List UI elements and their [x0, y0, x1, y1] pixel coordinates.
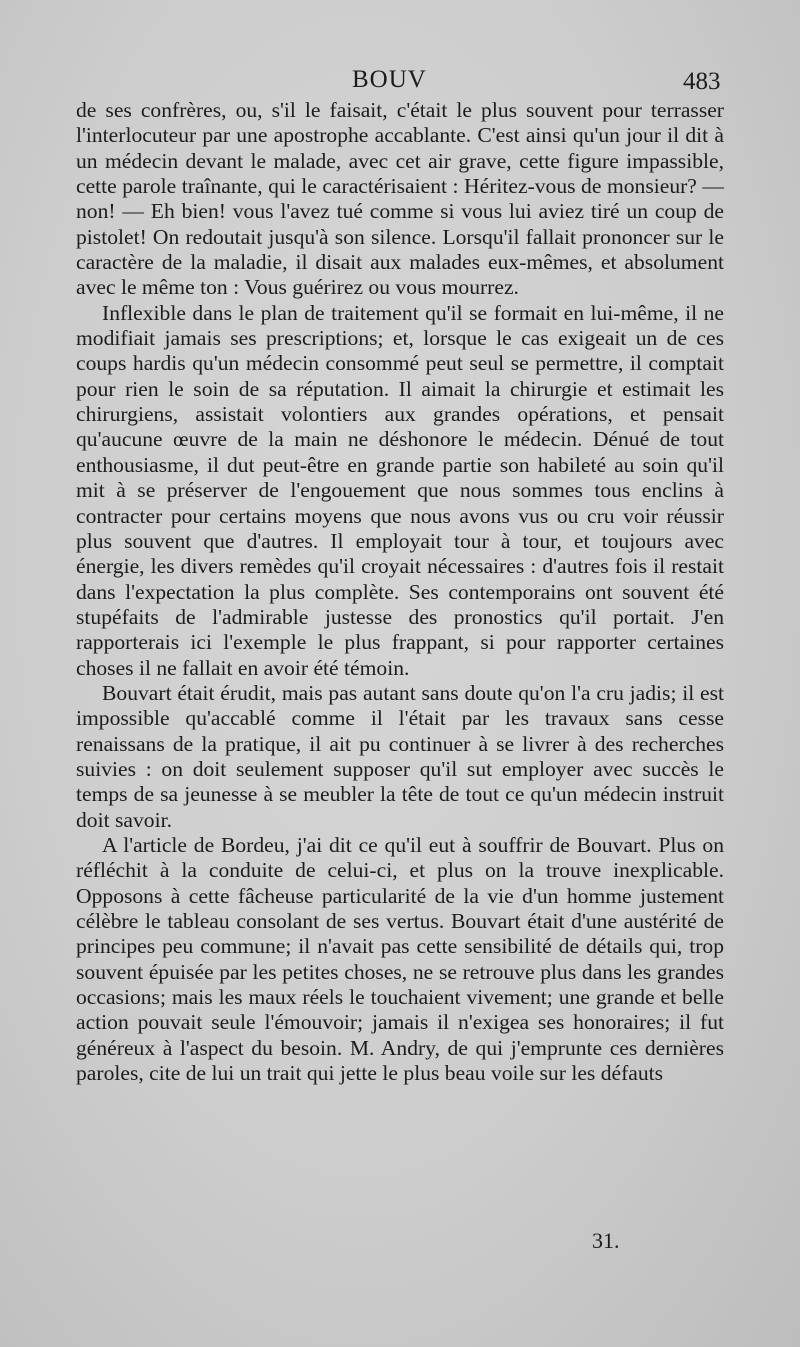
body-text [76, 98, 724, 1086]
paragraph: Bouvart était érudit, mais pas autant sans doute qu'on l'a cru jadis; il est impossible qu'accablé comme il l'était par les travaux sans cesse renaissans de la pratique, il ait pu continuer à se livrer à des recherches suivies : on doit seulement supposer qu'il sut employer avec succès le temps de sa jeunesse à se meubler la tête de tout ce qu'un médecin instruit doit savoir. [76, 680, 724, 832]
running-head: BOUV [352, 66, 427, 93]
signature-mark: 31. [592, 1228, 620, 1253]
paragraph: Inflexible dans le plan de traitement qu'il se formait en lui-même, il ne modifiait jamais ses prescriptions; et, lorsque le cas exigeait un de ces coups hardis qu'un médecin consommé peut seul se permettre, il comptait pour rien le soin de sa réputation. Il aimait la chirurgie et estimait les chirurgiens, assistait volontiers aux grandes opérations, et pensait qu'aucune œuvre de la main ne déshonore le médecin. Dénué de tout enthousiasme, il dut peut-être en grande partie son habileté au soin qu'il mit à se préserver de l'engouement que nous sommes tous enclins à contracter pour certains moyens que nous avons vus ou cru voir réussir plus souvent que d'autres. Il employait tour à tour, et toujours avec énergie, les divers remèdes qu'il croyait nécessaires : d'autres fois il restait dans l'expectation la plus complète. Ses contemporains ont souvent été stupéfaits de l'admirable justesse des pronostics qu'il portait. J'en rapporterais ici l'exemple le plus frappant, si pour rapporter certaines choses il ne fallait en avoir été témoin. [76, 300, 724, 680]
page-number: 483 [683, 68, 721, 95]
paragraph: A l'article de Bordeu, j'ai dit ce qu'il eut à souffrir de Bouvart. Plus on réfléchit à la conduite de celui-ci, et plus on la trouve inexplicable. Opposons à cette fâcheuse particularité de la vie d'un homme justement célèbre le tableau consolant de ses vertus. Bouvart était d'une austérité de principes peu commune; il n'avait pas cette sensibilité de détails qui, trop souvent épuisée par les petites choses, ne se retrouve plus dans les grandes occasions; mais les maux réels le touchaient vivement; une grande et belle action pouvait seule l'émouvoir; jamais il n'exigea ses honoraires; il fut généreux à l'aspect du besoin. M. Andry, de qui j'emprunte ces dernières paroles, cite de lui un trait qui jette le plus beau voile sur les défauts [76, 832, 724, 1086]
paragraph: de ses confrères, ou, s'il le faisait, c'était le plus souvent pour terrasser l'interlocuteur par une apostrophe accablante. C'est ainsi qu'un jour il dit à un médecin devant le malade, avec cet air grave, cette figure impassible, cette parole traînante, qui le caractérisaient : Héritez-vous de monsieur? — non! — Eh bien! vous l'avez tué comme si vous lui aviez tiré un coup de pistolet! On redoutait jusqu'à son silence. Lorsqu'il fallait prononcer sur le caractère de la maladie, il disait aux malades eux-mêmes, et absolument avec le même ton : Vous guérirez ou vous mourrez. [76, 98, 724, 300]
